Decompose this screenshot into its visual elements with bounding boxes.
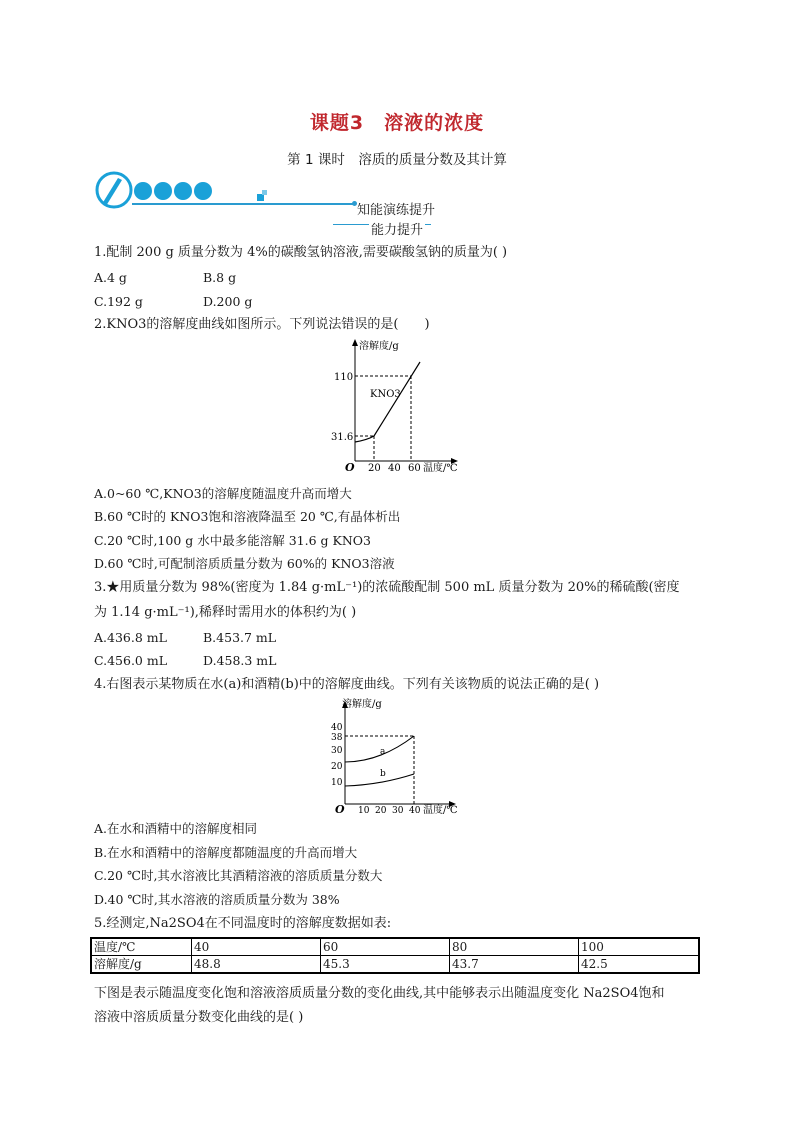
- banner-dot: [174, 182, 192, 200]
- x-tick-20: 20: [368, 463, 381, 474]
- question-5-after-1: 下图是表示随温度变化饱和溶液溶质质量分数的变化曲线,其中能够表示出随温度变化 Na2SO4饱和: [94, 986, 665, 1001]
- q3-option-b: B.453.7 mL: [203, 630, 277, 645]
- table-cell: 45.3: [321, 956, 450, 974]
- q4-option-b: B.在水和酒精中的溶解度都随温度的升高而增大: [94, 845, 358, 860]
- q4-option-c: C.20 ℃时,其水溶液比其酒精溶液的溶质质量分数大: [94, 868, 383, 883]
- y-tick-38: 38: [331, 733, 343, 743]
- q2-option-d: D.60 ℃时,可配制溶质质量分数为 60%的 KNO3溶液: [94, 556, 395, 571]
- y-tick-30: 30: [331, 746, 343, 756]
- question-3-line-2: 为 1.14 g·mL⁻¹),稀释时需用水的体积约为( ): [94, 605, 357, 620]
- q2-option-a: A.0~60 ℃,KNO3的溶解度随温度升高而增大: [94, 486, 352, 501]
- q3-option-d: D.458.3 mL: [203, 653, 277, 668]
- x-tick-60: 60: [408, 463, 421, 474]
- banner-line: [132, 203, 356, 205]
- y-tick-40: 40: [331, 723, 343, 733]
- q4-option-d: D.40 ℃时,其水溶液的溶质质量分数为 38%: [94, 892, 340, 907]
- q3-option-a: A.436.8 mL: [94, 630, 167, 645]
- subsection-heading: 能力提升: [369, 219, 425, 238]
- q1-option-c: C.192 g: [94, 294, 143, 309]
- question-2: 2.KNO3的溶解度曲线如图所示。下列说法错误的是( ): [94, 317, 430, 332]
- table-cell: 42.5: [579, 956, 700, 974]
- table-cell: 48.8: [192, 956, 321, 974]
- x-tick-30: 30: [392, 806, 404, 814]
- x-tick-10: 10: [358, 806, 370, 814]
- q1-option-b: B.8 g: [203, 270, 237, 285]
- x-axis-label: 温度/℃: [423, 463, 458, 474]
- section-heading: 知能演练提升: [357, 203, 436, 218]
- x-tick-20: 20: [375, 806, 387, 814]
- q3-option-c: C.456.0 mL: [94, 653, 168, 668]
- table-cell: 100: [579, 938, 700, 956]
- origin-label: O: [345, 461, 355, 474]
- y-tick-31.6: 31.6: [331, 432, 354, 443]
- table-cell: 40: [192, 938, 321, 956]
- kno3-solubility-chart: [325, 336, 470, 476]
- y-axis-arrow: [352, 339, 358, 346]
- page-title: 课题3 溶液的浓度: [309, 112, 485, 134]
- table-row: [91, 956, 699, 974]
- table-cell: 60: [321, 938, 450, 956]
- question-3-line-1: 3.★用质量分数为 98%(密度为 1.84 g·mL⁻¹)的浓硫酸配制 500 mL 质量分数为 20%的稀硫酸(密度: [94, 580, 680, 595]
- y-tick-10: 10: [331, 778, 343, 788]
- pen-icon: [94, 170, 134, 212]
- solubility-table: [90, 937, 700, 974]
- y-tick-110: 110: [334, 372, 354, 383]
- kno3-curve: [355, 362, 420, 442]
- table-cell: 溶解度/g: [91, 956, 192, 974]
- q1-option-a: A.4 g: [94, 270, 127, 285]
- curve-a-label: a: [380, 747, 386, 757]
- origin-label: O: [335, 803, 345, 814]
- banner-dot: [154, 182, 172, 200]
- q2-option-b: B.60 ℃时的 KNO3饱和溶液降温至 20 ℃,有晶体析出: [94, 509, 401, 524]
- ab-solubility-chart: [325, 696, 470, 814]
- x-tick-40: 40: [388, 463, 401, 474]
- table-cell: 43.7: [450, 956, 579, 974]
- q1-option-d: D.200 g: [203, 294, 253, 309]
- y-axis-label: 溶解度/g: [342, 699, 382, 710]
- question-5-after-2: 溶液中溶质质量分数变化曲线的是( ): [94, 1010, 304, 1025]
- banner-dot: [134, 182, 152, 200]
- square-icon: [257, 190, 269, 202]
- question-4: 4.右图表示某物质在水(a)和酒精(b)中的溶解度曲线。下列有关该物质的说法正确的是( ): [94, 677, 600, 692]
- page-subtitle: 第 1 课时 溶质的质量分数及其计算: [287, 152, 507, 168]
- x-axis-label: 温度/℃: [423, 805, 458, 814]
- q4-option-a: A.在水和酒精中的溶解度相同: [94, 821, 258, 836]
- table-cell: 80: [450, 938, 579, 956]
- x-tick-40: 40: [409, 806, 421, 814]
- curve-b-label: b: [380, 769, 386, 779]
- y-axis-label: 溶解度/g: [359, 341, 399, 352]
- question-1: 1.配制 200 g 质量分数为 4%的碳酸氢钠溶液,需要碳酸氢钠的质量为( ): [94, 245, 508, 260]
- y-tick-20: 20: [331, 762, 343, 772]
- series-label-kno3: KNO3: [370, 389, 401, 400]
- banner-dot: [194, 182, 212, 200]
- question-5: 5.经测定,Na2SO4在不同温度时的溶解度数据如表:: [94, 916, 392, 931]
- table-cell: 温度/℃: [91, 938, 192, 956]
- q2-option-c: C.20 ℃时,100 g 水中最多能溶解 31.6 g KNO3: [94, 533, 371, 548]
- table-row: [91, 938, 699, 956]
